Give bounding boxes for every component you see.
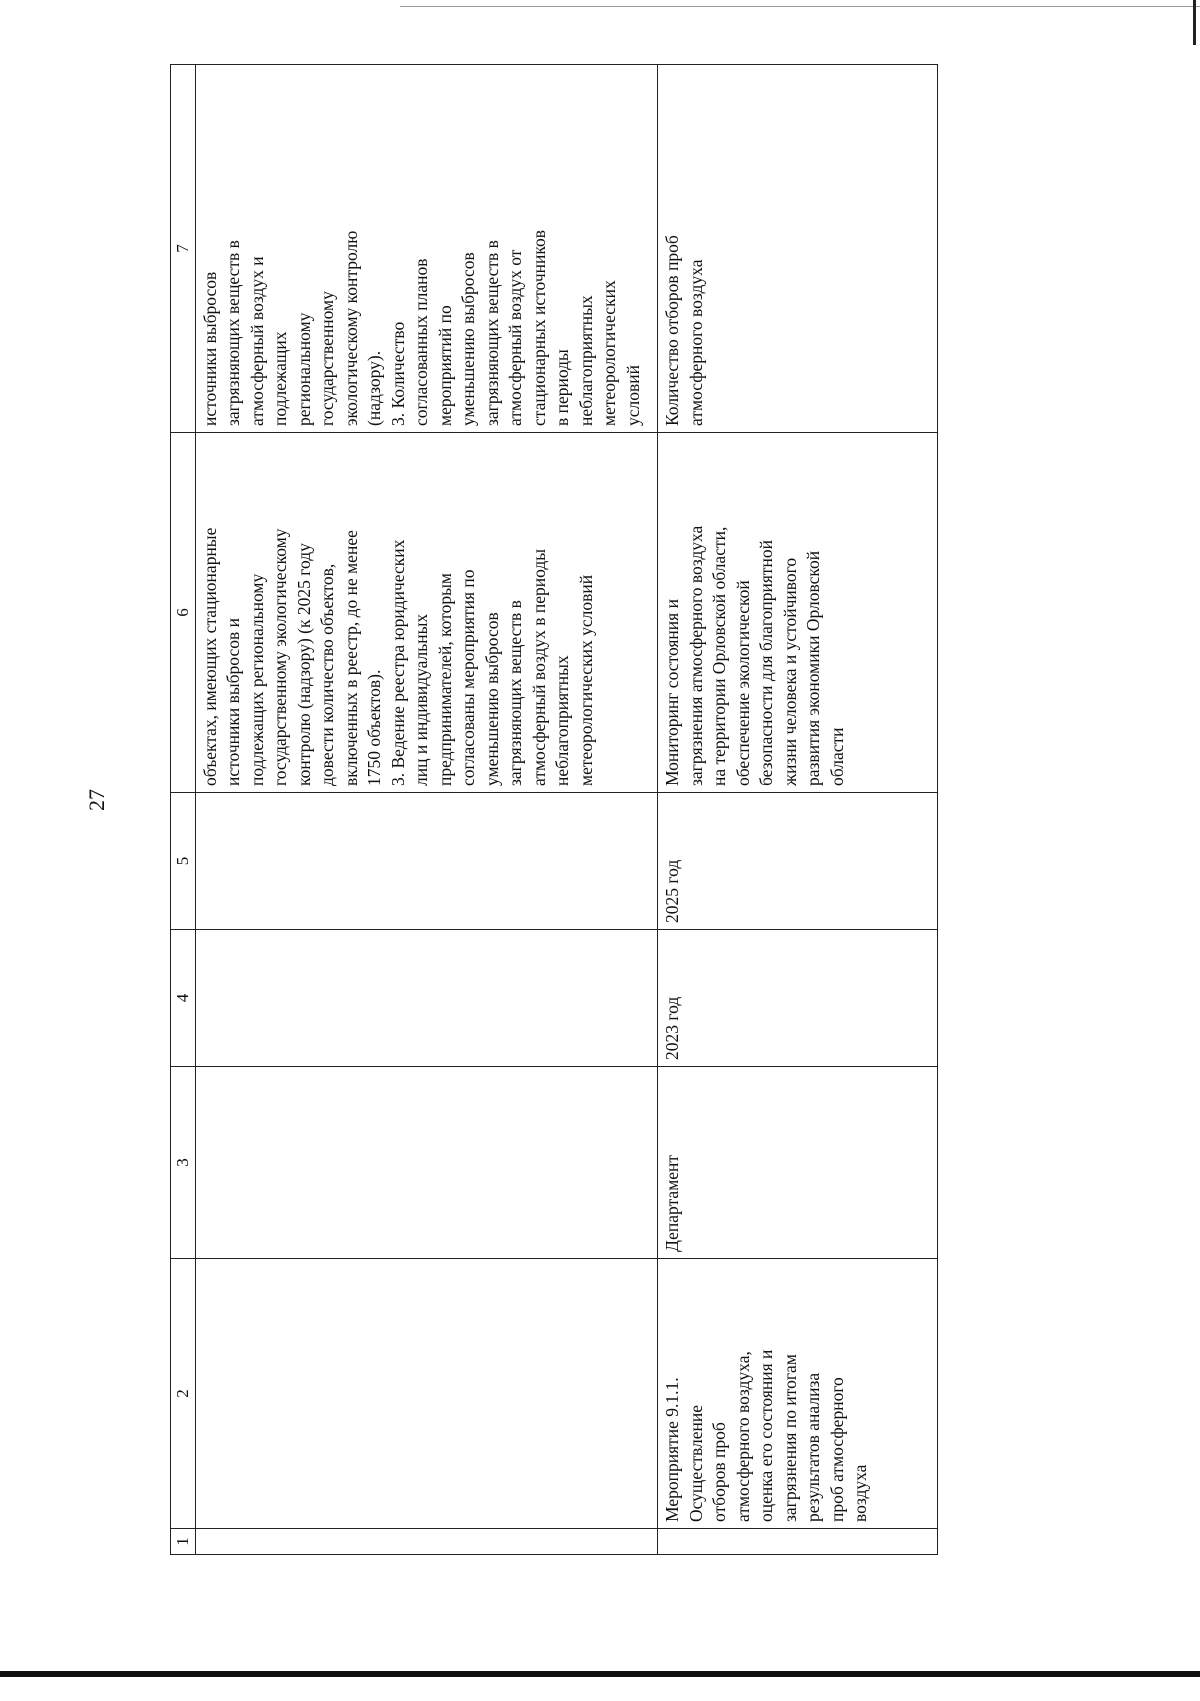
cell-col4 xyxy=(195,930,658,1067)
column-number-4: 4 xyxy=(171,930,196,1067)
column-number-3: 3 xyxy=(171,1067,196,1259)
measures-table xyxy=(170,64,938,1555)
column-number-7: 7 xyxy=(171,65,196,433)
table-row xyxy=(195,65,658,1555)
scan-edge-line-bottom xyxy=(0,1671,1200,1677)
cell-col1 xyxy=(195,1529,658,1555)
scan-edge-line-top xyxy=(400,6,1200,7)
cell-result-description: Мониторинг состояния и загрязнения атмосферного воздуха на территории Орловской области, обеспечение экологической безопасности для благоприятной жизни человека и устойчивого развития экономики Орловской области xyxy=(658,433,938,793)
cell-end-year: 2025 год xyxy=(658,793,938,930)
cell-responsible: Департамент xyxy=(658,1067,938,1259)
cell-indicator: Количество отборов проб атмосферного воздуха xyxy=(658,65,938,433)
cell-col3 xyxy=(195,1067,658,1259)
cell-indicator: источники выбросов загрязняющих веществ в атмосферный воздух и подлежащих региональному государственному экологическому контролю (надзору). 3. Количество согласованных планов мероприятий по уменьшению выбросов загрязняющих веществ в атмосферный воздух от стационарных источников в периоды неблагоприятных метеорологических условий xyxy=(195,65,658,433)
cell-start-year: 2023 год xyxy=(658,930,938,1067)
scan-edge-line-right xyxy=(1193,0,1196,45)
cell-col1 xyxy=(658,1529,938,1555)
table-row xyxy=(658,65,938,1555)
cell-result-description: объектах, имеющих стационарные источники выбросов и подлежащих региональному государственному экологическому контролю (надзору) (к 2025 году довести количество объектов, включенных в реестр, до не менее 1750 объектов). 3. Ведение реестра юридических лиц и индивидуальных предпринимателей, которым согласованы мероприятия по уменьшению выбросов загрязняющих веществ в атмосферный воздух в периоды неблагоприятных метеорологических условий xyxy=(195,433,658,793)
table-header-row xyxy=(171,65,196,1555)
cell-col5 xyxy=(195,793,658,930)
column-number-5: 5 xyxy=(171,793,196,930)
cell-measure-name: Мероприятие 9.1.1. Осуществление отборов проб атмосферного воздуха, оценка его состояния и загрязнения по итогам результатов анализа проб атмосферного воздуха xyxy=(658,1259,938,1529)
cell-col2 xyxy=(195,1259,658,1529)
column-number-2: 2 xyxy=(171,1259,196,1529)
rotated-table-container xyxy=(170,65,938,1555)
column-number-6: 6 xyxy=(171,433,196,793)
page-number: 27 xyxy=(84,789,109,811)
column-number-1: 1 xyxy=(171,1529,196,1555)
